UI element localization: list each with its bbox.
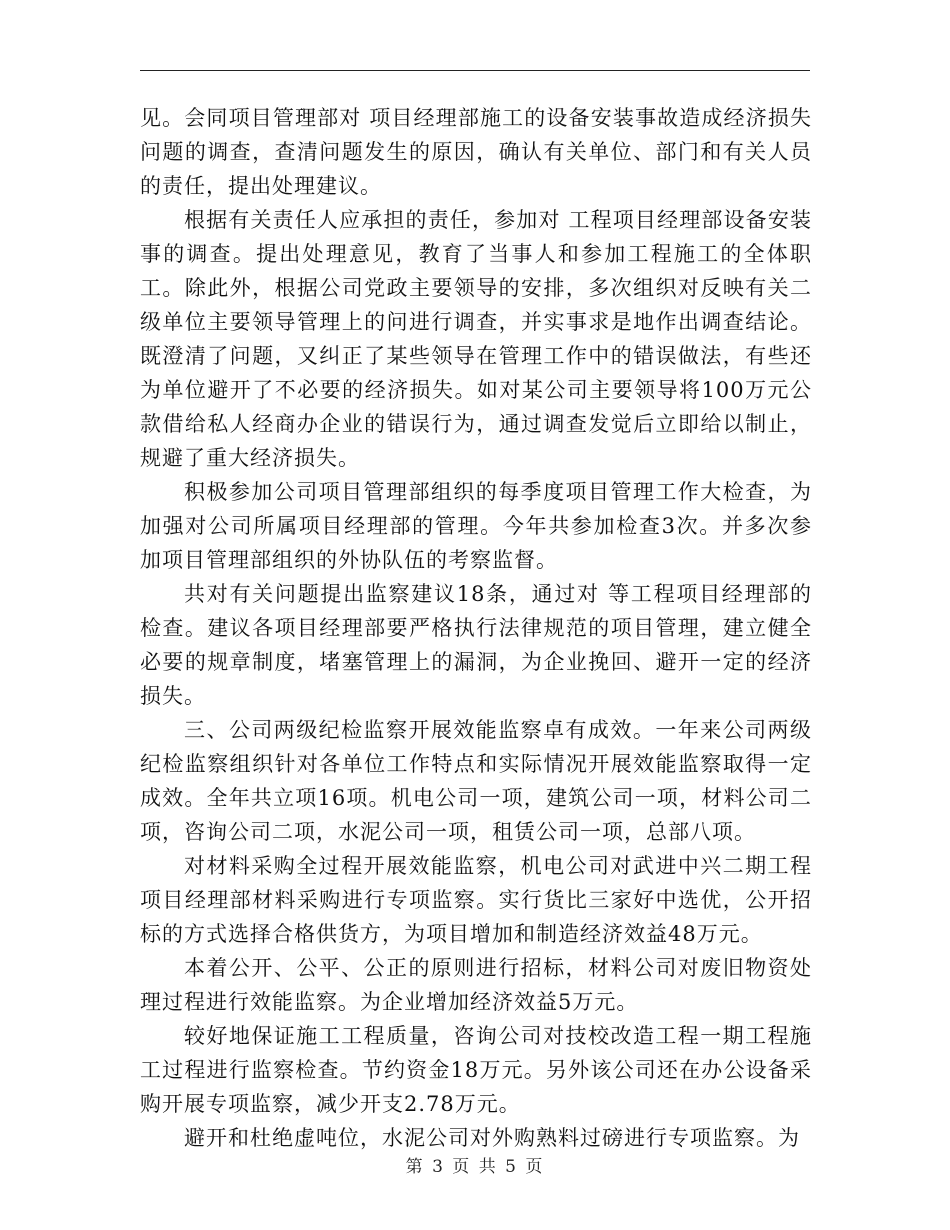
header-rule <box>140 70 810 71</box>
paragraph-efficiency-supervision: 三、公司两级纪检监察开展效能监察卓有成效。一年来公司两级纪检监察组织针对各单位工作特点和实际情况开展效能监察取得一定成效。全年共立项16项。机电公司一项，建筑公司一项，材料公司二项，咨询公司二项，水泥公司一项，租赁公司一项，总部八项。 <box>140 718 812 844</box>
paragraph-construction-quality: 较好地保证施工工程质量，咨询公司对技校改造工程一期工程施工过程进行监察检查。节约资金18万元。另外该公司还在办公设备采购开展专项监察，减少开支2.78万元。 <box>140 1024 812 1116</box>
paragraph-suggestions: 共对有关问题提出监察建议18条，通过对 等工程项目经理部的检查。建议各项目经理部要严格执行法律规范的项目管理，建立健全必要的规章制度，堵塞管理上的漏洞，为企业挽回、避开一定的经济损失。 <box>140 582 812 708</box>
paragraph-continuation: 见。会同项目管理部对 项目经理部施工的设备安装事故造成经济损失问题的调查，查清问题发生的原因，确认有关单位、部门和有关人员的责任，提出处理建议。 <box>140 106 812 198</box>
paragraph-bidding: 本着公开、公平、公正的原则进行招标，材料公司对废旧物资处理过程进行效能监察。为企业增加经济效益5万元。 <box>140 956 812 1014</box>
document-body <box>140 101 812 1155</box>
paragraph-material-procurement: 对材料采购全过程开展效能监察，机电公司对武进中兴二期工程项目经理部材料采购进行专项监察。实行货比三家好中选优，公开招标的方式选择合格供货方，为项目增加和制造经济效益48万元。 <box>140 854 812 946</box>
paragraph-inspection: 积极参加公司项目管理部组织的每季度项目管理工作大检查，为加强对公司所属项目经理部的管理。今年共参加检查3次。并多次参加项目管理部组织的外协队伍的考察监督。 <box>140 480 812 572</box>
paragraph-accountability: 根据有关责任人应承担的责任，参加对 工程项目经理部设备安装事的调查。提出处理意见，教育了当事人和参加工程施工的全体职工。除此外，根据公司党政主要领导的安排，多次组织对反映有关二级单位主要领导管理上的问进行调查，并实事求是地作出调查结论。既澄清了问题，又纠正了某些领导在管理工作中的错误做法，有些还为单位避开了不必要的经济损失。如对某公司主要领导将100万元公款借给私人经商办企业的错误行为，通过调查发觉后立即给以制止，规避了重大经济损失。 <box>140 208 812 470</box>
page-number-footer: 第 3 页 共 5 页 <box>405 1157 545 1177</box>
paragraph-cement-weighing: 避开和杜绝虚吨位，水泥公司对外购熟料过磅进行专项监察。为 <box>184 1126 800 1150</box>
